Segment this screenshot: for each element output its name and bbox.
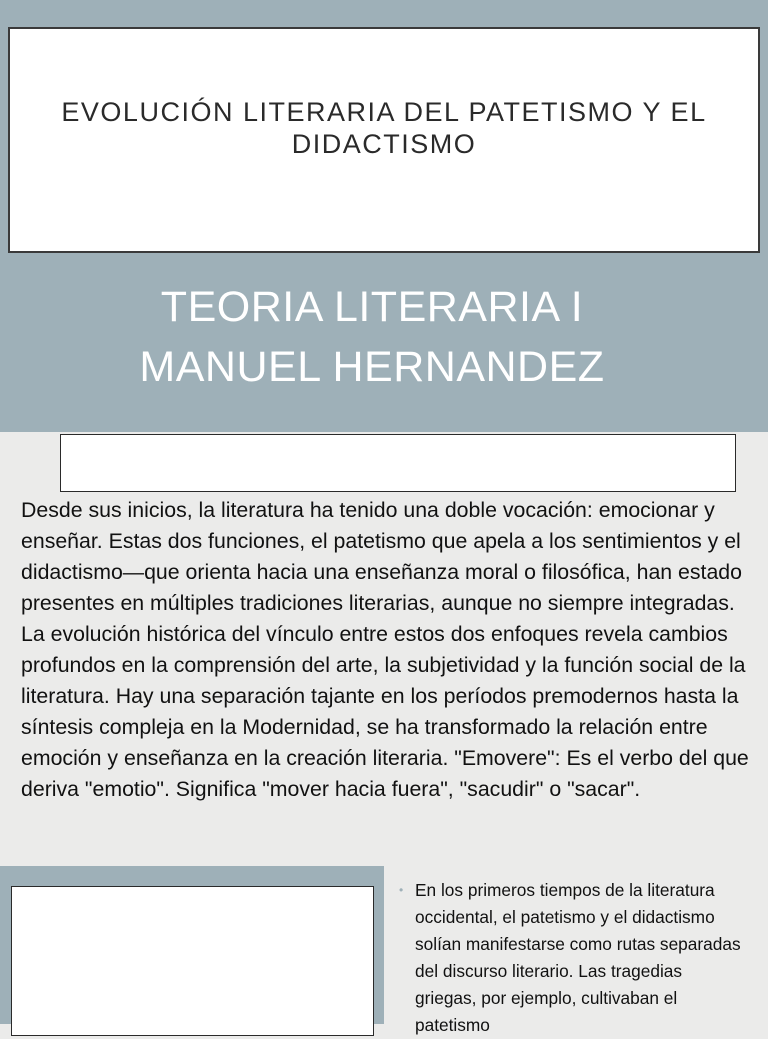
title-slide <box>0 0 768 432</box>
slide-title: EVOLUCIÓN LITERARIA DEL PATETISMO Y EL DIDACTISMO <box>61 97 707 159</box>
left-panel <box>0 866 384 1024</box>
image-placeholder <box>11 886 374 1036</box>
title-box <box>8 27 760 253</box>
bullet-slide <box>0 866 768 1035</box>
course-name: TEORIA LITERARIA I <box>160 283 584 331</box>
bullet-list <box>399 877 744 1039</box>
list-item <box>399 877 744 1039</box>
bullet-text: En los primeros tiempos de la literatura occidental, el patetismo y el didactismo solían manifestarse como rutas separadas del discurso literario. Las tragedias griegas, por ejemplo, cultivaban el patetismo <box>415 880 741 1035</box>
body-paragraph: Desde sus inicios, la literatura ha tenido una doble vocación: emocionar y enseñar. Estas dos funciones, el patetismo que apela a los sentimientos y el didactismo—que orienta hacia una enseñanza moral o filosófica, han estado presentes en múltiples tradiciones literarias, aunque no siempre integradas. La evolución histórica del vínculo entre estos dos enfoques revela cambios profundos en la comprensión del arte, la subjetividad y la función social de la literatura. Hay una separación tajante en los períodos premodernos hasta la síntesis compleja en la Modernidad, se ha transformado la relación entre emoción y enseñanza en la creación literaria. "Emovere": Es el verbo del que deriva "emotio". Significa "mover hacia fuera", "sacudir" o "sacar". <box>21 498 749 801</box>
content-slide <box>0 432 768 866</box>
bullet-icon: • <box>399 883 404 897</box>
slide-subtitle <box>0 277 744 397</box>
author-name: MANUEL HERNANDEZ <box>139 343 605 391</box>
heading-placeholder <box>60 434 736 492</box>
